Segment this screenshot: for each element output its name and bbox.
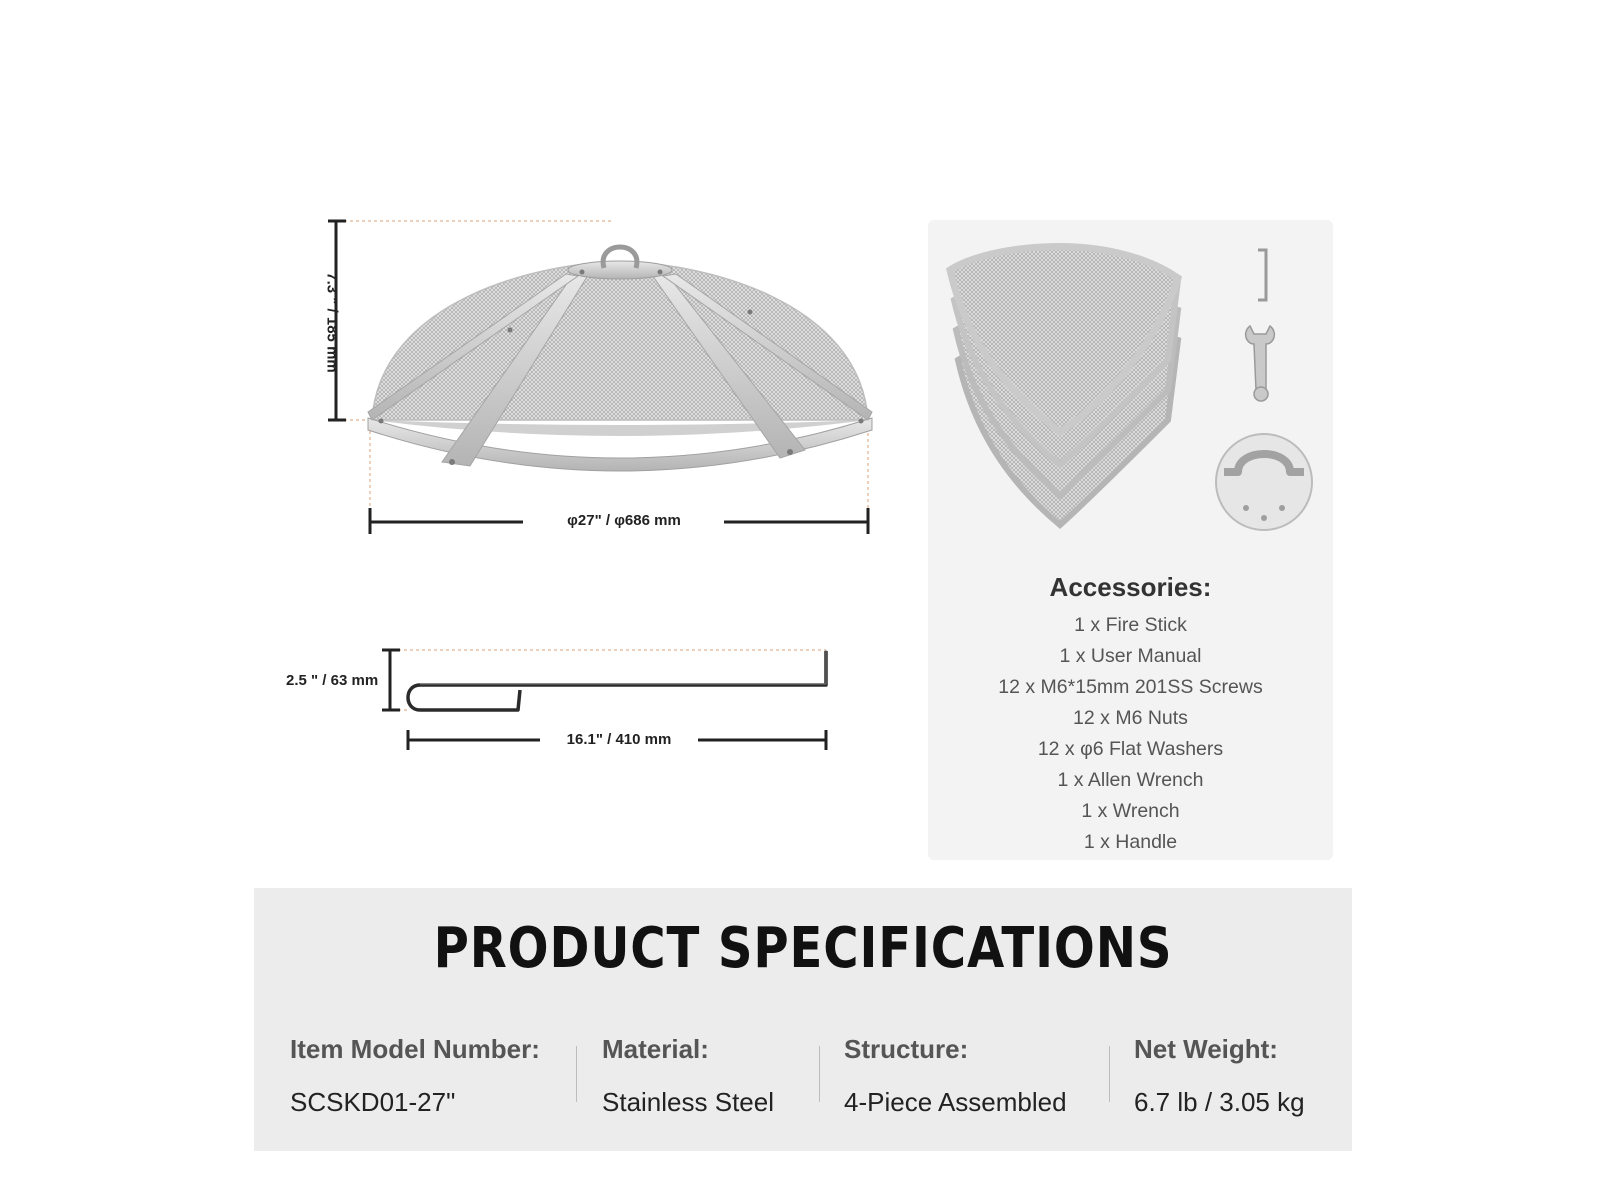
handle-plate-icon [1216,434,1312,530]
spec-divider [576,1046,577,1102]
spec-divider [1109,1046,1110,1102]
spec-label: Material: [602,1034,709,1064]
spec-structure [844,1034,1067,1118]
accessory-item: 1 x Fire Stick [1074,614,1187,636]
mesh-panels-stack [950,247,1178,525]
spec-value: 4-Piece Assembled [844,1087,1067,1117]
dome-height-label: 7.3 " / 185 mm [323,272,341,373]
spec-label: Net Weight: [1134,1034,1278,1064]
accessories-illustration [928,220,1333,560]
accessories-panel [928,220,1333,860]
stick-height-label: 2.5 " / 63 mm [286,672,379,689]
spec-value: 6.7 lb / 3.05 kg [1134,1087,1305,1117]
dome-diameter-label: φ27" / φ686 mm [567,512,681,529]
spec-label: Item Model Number: [290,1034,540,1064]
spec-value: SCSKD01-27" [290,1087,456,1117]
accessory-item: 12 x φ6 Flat Washers [1037,738,1224,760]
accessories-title: Accessories: [1049,572,1212,602]
spec-model-number [290,1034,540,1118]
accessory-item: 12 x M6 Nuts [1073,707,1188,729]
stick-length-label: 16.1" / 410 mm [566,731,672,748]
spec-label: Structure: [844,1034,969,1064]
allen-wrench-icon [1258,250,1266,300]
accessory-item: 1 x User Manual [1059,645,1202,667]
stick-height-dimension-line [382,650,400,710]
accessory-item: 1 x Allen Wrench [1057,769,1204,791]
spec-divider [819,1046,820,1102]
accessory-item: 1 x Wrench [1081,800,1180,822]
fire-stick-rod [408,651,826,710]
spec-material [602,1034,774,1118]
spec-net-weight [1134,1034,1305,1118]
accessories-list [928,610,1333,858]
product-specifications-panel [254,888,1352,1151]
accessory-item: 12 x M6*15mm 201SS Screws [998,676,1263,698]
spec-value: Stainless Steel [602,1087,774,1117]
wrench-icon [1246,326,1275,401]
specifications-title: PRODUCT SPECIFICATIONS [433,916,1173,981]
accessory-item: 1 x Handle [1083,831,1178,853]
stick-guide-lines [398,650,826,710]
